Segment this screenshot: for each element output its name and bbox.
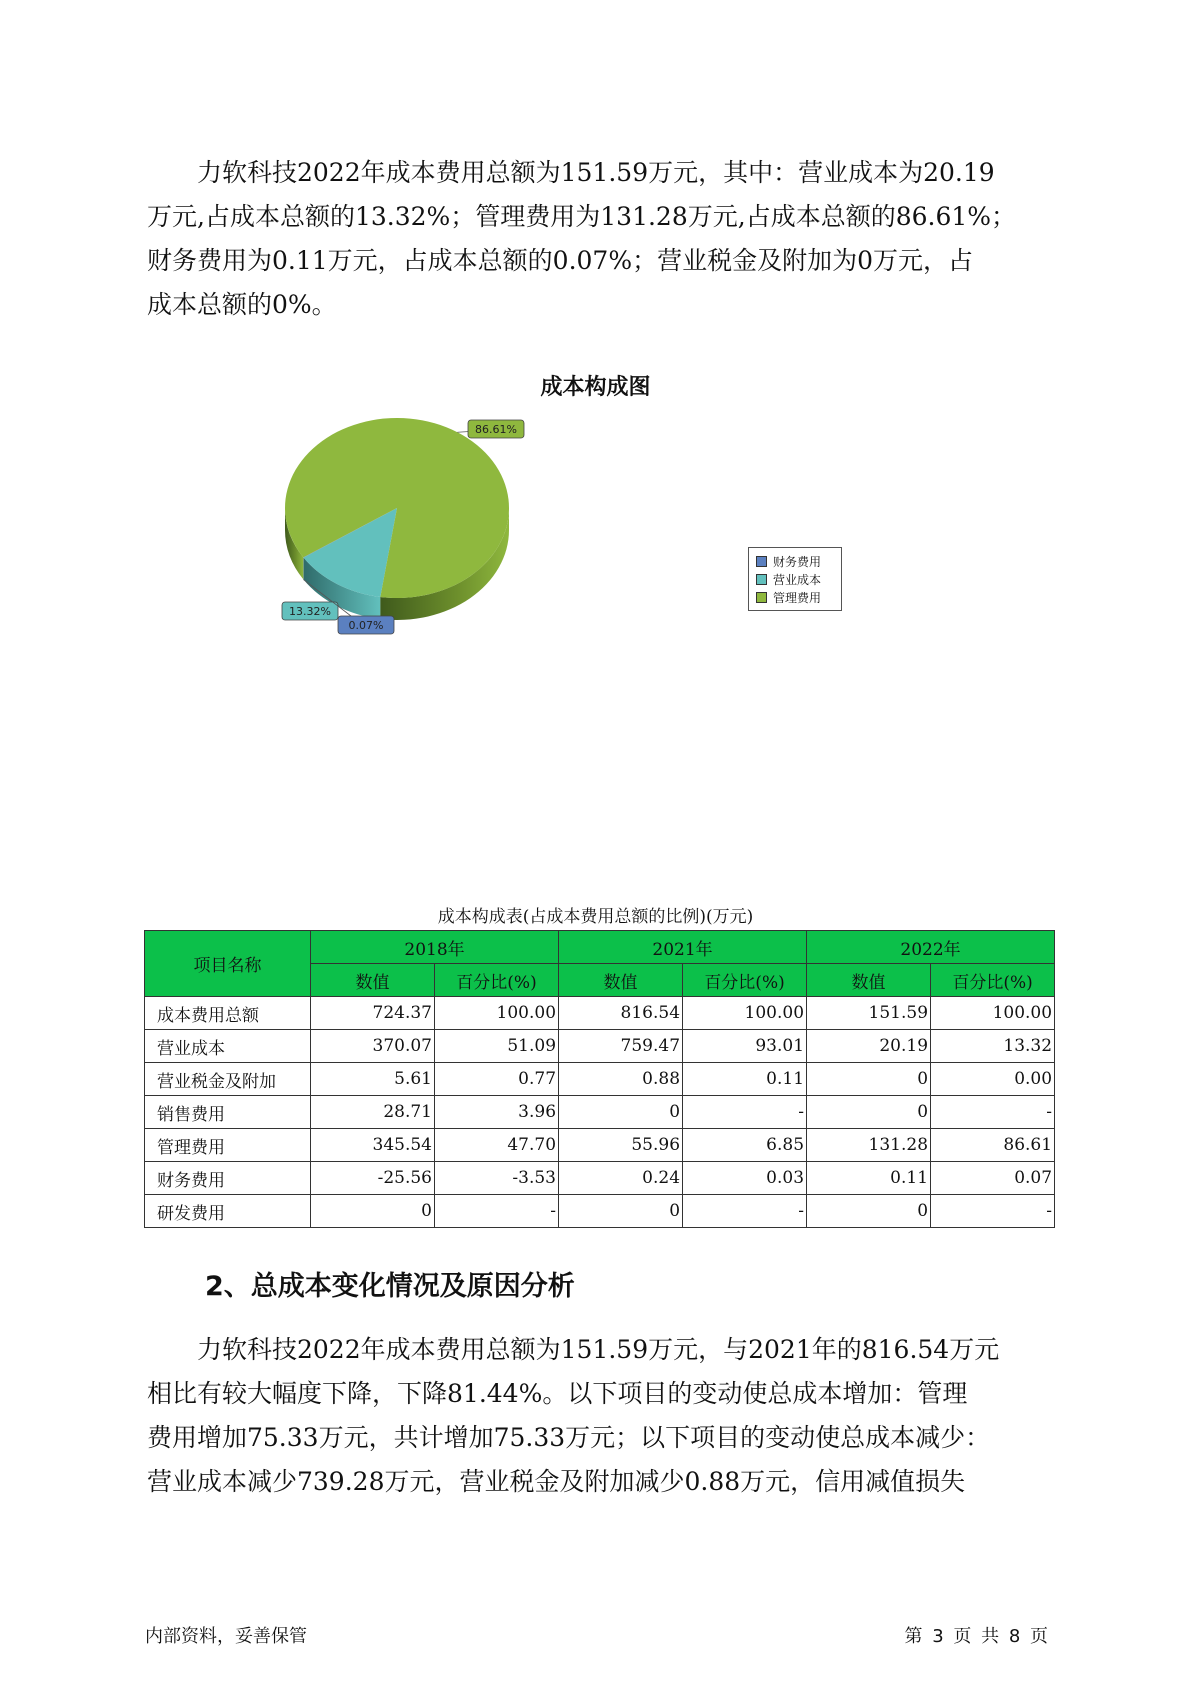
cell-value: 28.71 [311,1096,435,1129]
cell-value: -25.56 [311,1162,435,1195]
cell-value: 0 [559,1096,683,1129]
table-row [145,1030,1055,1063]
header-item-name: 项目名称 [145,931,311,997]
row-item-name: 成本费用总额 [145,997,311,1030]
cell-value: 0.24 [559,1162,683,1195]
subheader-percent: 百分比(%) [435,964,559,997]
row-item-name: 研发费用 [145,1195,311,1228]
cell-value: 0.11 [807,1162,931,1195]
legend-label-operating: 营业成本 [773,572,822,587]
cell-value: 0 [807,1096,931,1129]
cell-percent: 3.96 [435,1096,559,1129]
intro-paragraph [147,151,1047,327]
cell-percent: 86.61 [931,1129,1055,1162]
cell-percent: -3.53 [435,1162,559,1195]
cell-percent: 100.00 [435,997,559,1030]
cell-percent: 100.00 [683,997,807,1030]
cell-value: 370.07 [311,1030,435,1063]
analysis-line-2: 相比有较大幅度下降，下降81.44%。以下项目的变动使总成本增加：管理 [147,1379,968,1408]
cell-value: 55.96 [559,1129,683,1162]
chart-legend [748,547,842,611]
cell-percent: 47.70 [435,1129,559,1162]
cell-percent: 6.85 [683,1129,807,1162]
analysis-line-3: 费用增加75.33万元，共计增加75.33万元；以下项目的变动使总成本减少： [147,1423,991,1452]
pie-data-label [282,602,338,620]
cell-value: 151.59 [807,997,931,1030]
row-item-name: 财务费用 [145,1162,311,1195]
subheader-value: 数值 [559,964,683,997]
analysis-line-4: 营业成本减少739.28万元，营业税金及附加减少0.88万元，信用减值损失 [147,1467,966,1496]
pie-label-text: 86.61% [475,423,517,436]
intro-line-4: 成本总额的0%。 [147,290,337,319]
pie-data-label [457,420,524,438]
cell-percent: 93.01 [683,1030,807,1063]
header-year-2021: 2021年 [559,931,807,964]
subheader-value: 数值 [807,964,931,997]
cell-percent: 0.00 [931,1063,1055,1096]
table-row [145,997,1055,1030]
cell-percent: - [435,1195,559,1228]
cell-value: 816.54 [559,997,683,1030]
legend-label-finance: 财务费用 [773,554,822,569]
cell-value: 759.47 [559,1030,683,1063]
cell-percent: 0.11 [683,1063,807,1096]
legend-item-admin [753,588,837,606]
cell-value: 0.88 [559,1063,683,1096]
analysis-paragraph [147,1328,1047,1504]
cell-value: 131.28 [807,1129,931,1162]
cell-percent: 13.32 [931,1030,1055,1063]
row-item-name: 管理费用 [145,1129,311,1162]
cell-percent: - [931,1096,1055,1129]
chart-title: 成本构成图 [540,375,651,400]
pie-chart [280,423,640,660]
table-row [145,1195,1055,1228]
header-year-2018: 2018年 [311,931,559,964]
row-item-name: 营业税金及附加 [145,1063,311,1096]
intro-line-2: 万元,占成本总额的13.32%；管理费用为131.28万元,占成本总额的86.61%； [147,202,1017,231]
table-row [145,1129,1055,1162]
cell-percent: 100.00 [931,997,1055,1030]
legend-item-operating [753,570,837,588]
cell-percent: - [683,1096,807,1129]
section-heading: 2、总成本变化情况及原因分析 [205,1271,575,1302]
subheader-percent: 百分比(%) [931,964,1055,997]
table-body [145,997,1055,1228]
legend-item-finance [753,552,837,570]
table-row [145,1096,1055,1129]
cell-percent: - [931,1195,1055,1228]
legend-swatch-operating [756,574,767,585]
pie-label-text: 0.07% [348,619,384,632]
cell-percent: 51.09 [435,1030,559,1063]
footer-page-number: 第 3 页 共 8 页 [904,1626,1048,1647]
row-item-name: 销售费用 [145,1096,311,1129]
cell-value: 0 [559,1195,683,1228]
cell-value: 0 [807,1195,931,1228]
intro-line-3: 财务费用为0.11万元，占成本总额的0.07%；营业税金及附加为0万元，占 [147,246,973,275]
cell-percent: 0.77 [435,1063,559,1096]
cell-value: 5.61 [311,1063,435,1096]
analysis-line-1: 力软科技2022年成本费用总额为151.59万元，与2021年的816.54万元 [147,1335,1000,1364]
cell-value: 345.54 [311,1129,435,1162]
cell-percent: - [683,1195,807,1228]
subheader-value: 数值 [311,964,435,997]
table-row [145,1162,1055,1195]
cell-value: 0 [807,1063,931,1096]
row-item-name: 营业成本 [145,1030,311,1063]
intro-line-1: 力软科技2022年成本费用总额为151.59万元，其中：营业成本为20.19 [147,158,995,187]
legend-swatch-admin [756,592,767,603]
subheader-percent: 百分比(%) [683,964,807,997]
table-row [145,1063,1055,1096]
cell-value: 724.37 [311,997,435,1030]
cell-value: 20.19 [807,1030,931,1063]
cell-percent: 0.07 [931,1162,1055,1195]
legend-swatch-finance [756,556,767,567]
pie-top-faces [285,418,509,598]
footer-confidential-note: 内部资料，妥善保管 [145,1626,307,1647]
legend-label-admin: 管理费用 [773,590,822,605]
header-year-2022: 2022年 [807,931,1055,964]
cost-structure-table [144,930,1055,1228]
table-caption: 成本构成表(占成本费用总额的比例)(万元) [437,907,754,927]
pie-label-text: 13.32% [289,605,331,618]
cell-percent: 0.03 [683,1162,807,1195]
cell-value: 0 [311,1195,435,1228]
